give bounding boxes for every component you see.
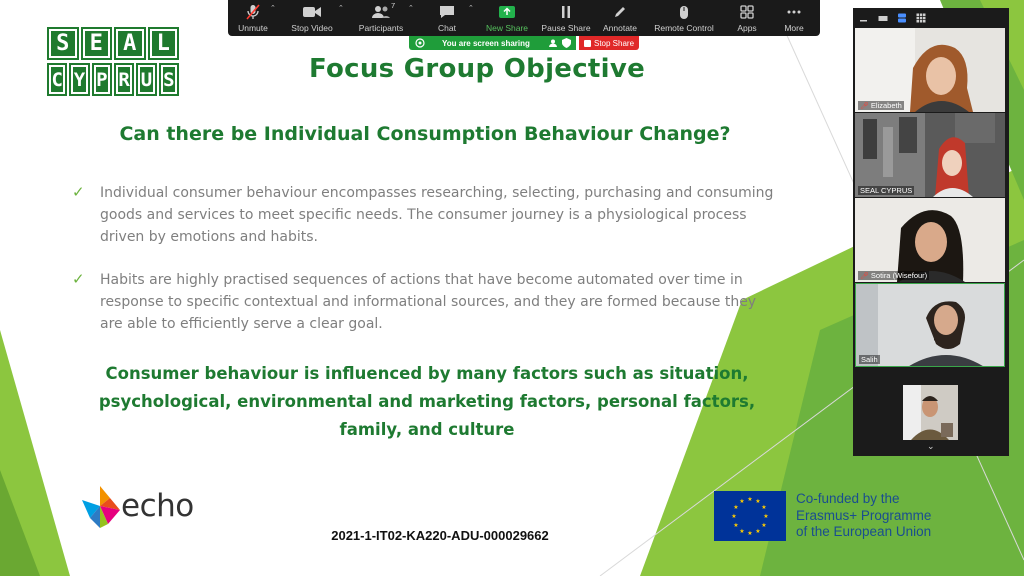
- pause-icon: [560, 4, 572, 20]
- mouse-icon: [679, 4, 689, 20]
- slide-title: Focus Group Objective: [308, 54, 646, 84]
- svg-text:★: ★: [755, 528, 761, 535]
- bullet-text: Individual consumer behaviour encompasses researching, selecting, purchasing and consuming goods and services to meet specific needs. The consumer journey is a physiological process driven by emotions and habits.: [100, 185, 774, 245]
- user-icon: [549, 39, 557, 47]
- sharing-icon: [415, 38, 425, 48]
- logo-letter: S: [159, 63, 179, 96]
- chat-icon: [439, 4, 455, 20]
- participant-name: Sotira (Wisefour): [870, 271, 928, 280]
- participant-name: SEAL CYPRUS: [860, 186, 913, 195]
- participant-tile-elizabeth[interactable]: [855, 28, 1005, 112]
- panel-header: [853, 8, 1009, 28]
- sharing-status-bar: [409, 36, 576, 50]
- remote-control-button[interactable]: [644, 0, 724, 36]
- stop-share-button[interactable]: [579, 36, 639, 50]
- project-code: 2021-1-IT02-KA220-ADU-000029662: [331, 528, 549, 543]
- logo-letter: S: [47, 27, 79, 60]
- logo-letter: C: [47, 63, 67, 96]
- chevron-up-icon[interactable]: ⌃: [468, 4, 474, 12]
- unmute-button[interactable]: [228, 0, 278, 36]
- logo-letter: Y: [69, 63, 89, 96]
- shield-icon: [562, 38, 571, 48]
- sharing-status-text: You are screen sharing: [442, 38, 530, 48]
- logo-letter: U: [136, 63, 156, 96]
- svg-text:★: ★: [739, 498, 745, 505]
- pen-icon: [613, 4, 627, 20]
- speaker-view-icon[interactable]: [896, 13, 907, 24]
- stop-share-label: Stop Share: [593, 38, 635, 48]
- participant-video: [903, 385, 958, 440]
- svg-text:★: ★: [733, 522, 739, 529]
- chevron-up-icon[interactable]: ⌃: [408, 4, 414, 12]
- slide-subtitle: Can there be Individual Consumption Behaviour Change?: [119, 123, 731, 145]
- screen-sharing-indicator: [409, 36, 639, 50]
- stop-icon: [584, 40, 591, 47]
- svg-text:★: ★: [761, 522, 767, 529]
- more-dots-icon: [787, 4, 801, 20]
- participant-name-label: [858, 101, 904, 110]
- participant-name-label: [858, 186, 914, 195]
- more-label: More: [784, 23, 804, 33]
- chat-label: Chat: [438, 23, 456, 33]
- participant-count: 7: [391, 1, 396, 10]
- gallery-view-icon[interactable]: [915, 13, 926, 24]
- echo-logo-text: echo: [121, 488, 194, 524]
- bullet-text: Habits are highly practised sequences of actions that have become automated over time in response to specific contextual and informational sources, and they are formed because they are able to efficiently serve a clear goal.: [100, 272, 757, 332]
- participant-video: [855, 28, 1005, 112]
- apps-label: Apps: [737, 23, 757, 33]
- new-share-label: New Share: [485, 23, 529, 33]
- logo-letter: A: [114, 27, 146, 60]
- participant-name: Elizabeth: [870, 101, 902, 110]
- microphone-muted-icon: 🎤︎: [860, 272, 869, 280]
- chevron-up-icon[interactable]: ⌃: [270, 4, 276, 12]
- participant-video-panel: [853, 8, 1009, 456]
- eu-text-line: Erasmus+ Programme: [796, 507, 932, 523]
- participant-video: [855, 198, 1005, 282]
- eu-text-line: Co-funded by the: [796, 491, 900, 506]
- participant-video: [855, 113, 1005, 197]
- participants-label: Participants: [358, 23, 404, 33]
- apps-button[interactable]: [724, 0, 770, 36]
- more-button[interactable]: [770, 0, 818, 36]
- svg-text:★: ★: [739, 528, 745, 535]
- microphone-muted-icon: [246, 4, 260, 20]
- echo-logo: [80, 484, 210, 532]
- participant-tile-sotira[interactable]: [855, 198, 1005, 282]
- svg-text:★: ★: [731, 513, 737, 520]
- svg-text:★: ★: [761, 504, 767, 511]
- chevron-up-icon[interactable]: ⌃: [338, 4, 344, 12]
- checkmark-icon: ✓: [72, 183, 85, 201]
- participants-icon: [372, 4, 390, 20]
- participant-name: Salih: [861, 355, 878, 364]
- participant-tile-seal-cyprus[interactable]: [855, 113, 1005, 197]
- eu-flag-icon: [714, 491, 786, 541]
- svg-text:★: ★: [733, 504, 739, 511]
- svg-text:★: ★: [755, 498, 761, 505]
- annotate-label: Annotate: [602, 23, 638, 33]
- video-camera-icon: [303, 4, 321, 20]
- participant-name-label: [859, 355, 880, 364]
- eu-text-line: of the European Union: [796, 524, 932, 539]
- hide-video-icon[interactable]: [877, 13, 888, 24]
- seal-cyprus-logo: [47, 27, 181, 97]
- chat-button[interactable]: [416, 0, 478, 36]
- minimize-icon[interactable]: [858, 13, 869, 24]
- logo-letter: P: [92, 63, 112, 96]
- svg-text:★: ★: [747, 496, 753, 503]
- participants-button[interactable]: [346, 0, 416, 36]
- new-share-button[interactable]: [478, 0, 536, 36]
- share-screen-icon: [499, 4, 515, 20]
- checkmark-icon: ✓: [72, 270, 85, 288]
- pause-share-label: Pause Share: [541, 23, 591, 33]
- pause-share-button[interactable]: [536, 0, 596, 36]
- chevron-down-icon[interactable]: ⌄: [927, 442, 935, 452]
- microphone-muted-icon: 🎤︎: [860, 102, 869, 110]
- logo-letter: E: [81, 27, 113, 60]
- conclusion-text: Consumer behaviour is influenced by many factors such as situation, psychological, environmental and marketing factors, personal factors, family, and culture: [98, 364, 756, 439]
- bullet-item: [72, 182, 782, 248]
- svg-text:★: ★: [763, 513, 769, 520]
- svg-text:★: ★: [747, 530, 753, 537]
- logo-letter: L: [148, 27, 180, 60]
- bullet-item: [72, 269, 782, 335]
- eu-funding-text: [796, 491, 966, 541]
- stop-video-button[interactable]: [278, 0, 346, 36]
- stop-video-label: Stop Video: [291, 23, 333, 33]
- meeting-toolbar: [228, 0, 820, 36]
- apps-icon: [740, 4, 754, 20]
- annotate-button[interactable]: [596, 0, 644, 36]
- participant-tile-small[interactable]: [903, 385, 958, 440]
- participant-name-label: [858, 271, 929, 280]
- remote-control-label: Remote Control: [654, 23, 714, 33]
- logo-letter: R: [114, 63, 134, 96]
- unmute-label: Unmute: [238, 23, 268, 33]
- echo-logo-icon: [80, 484, 122, 530]
- participant-tile-salih[interactable]: [855, 283, 1005, 367]
